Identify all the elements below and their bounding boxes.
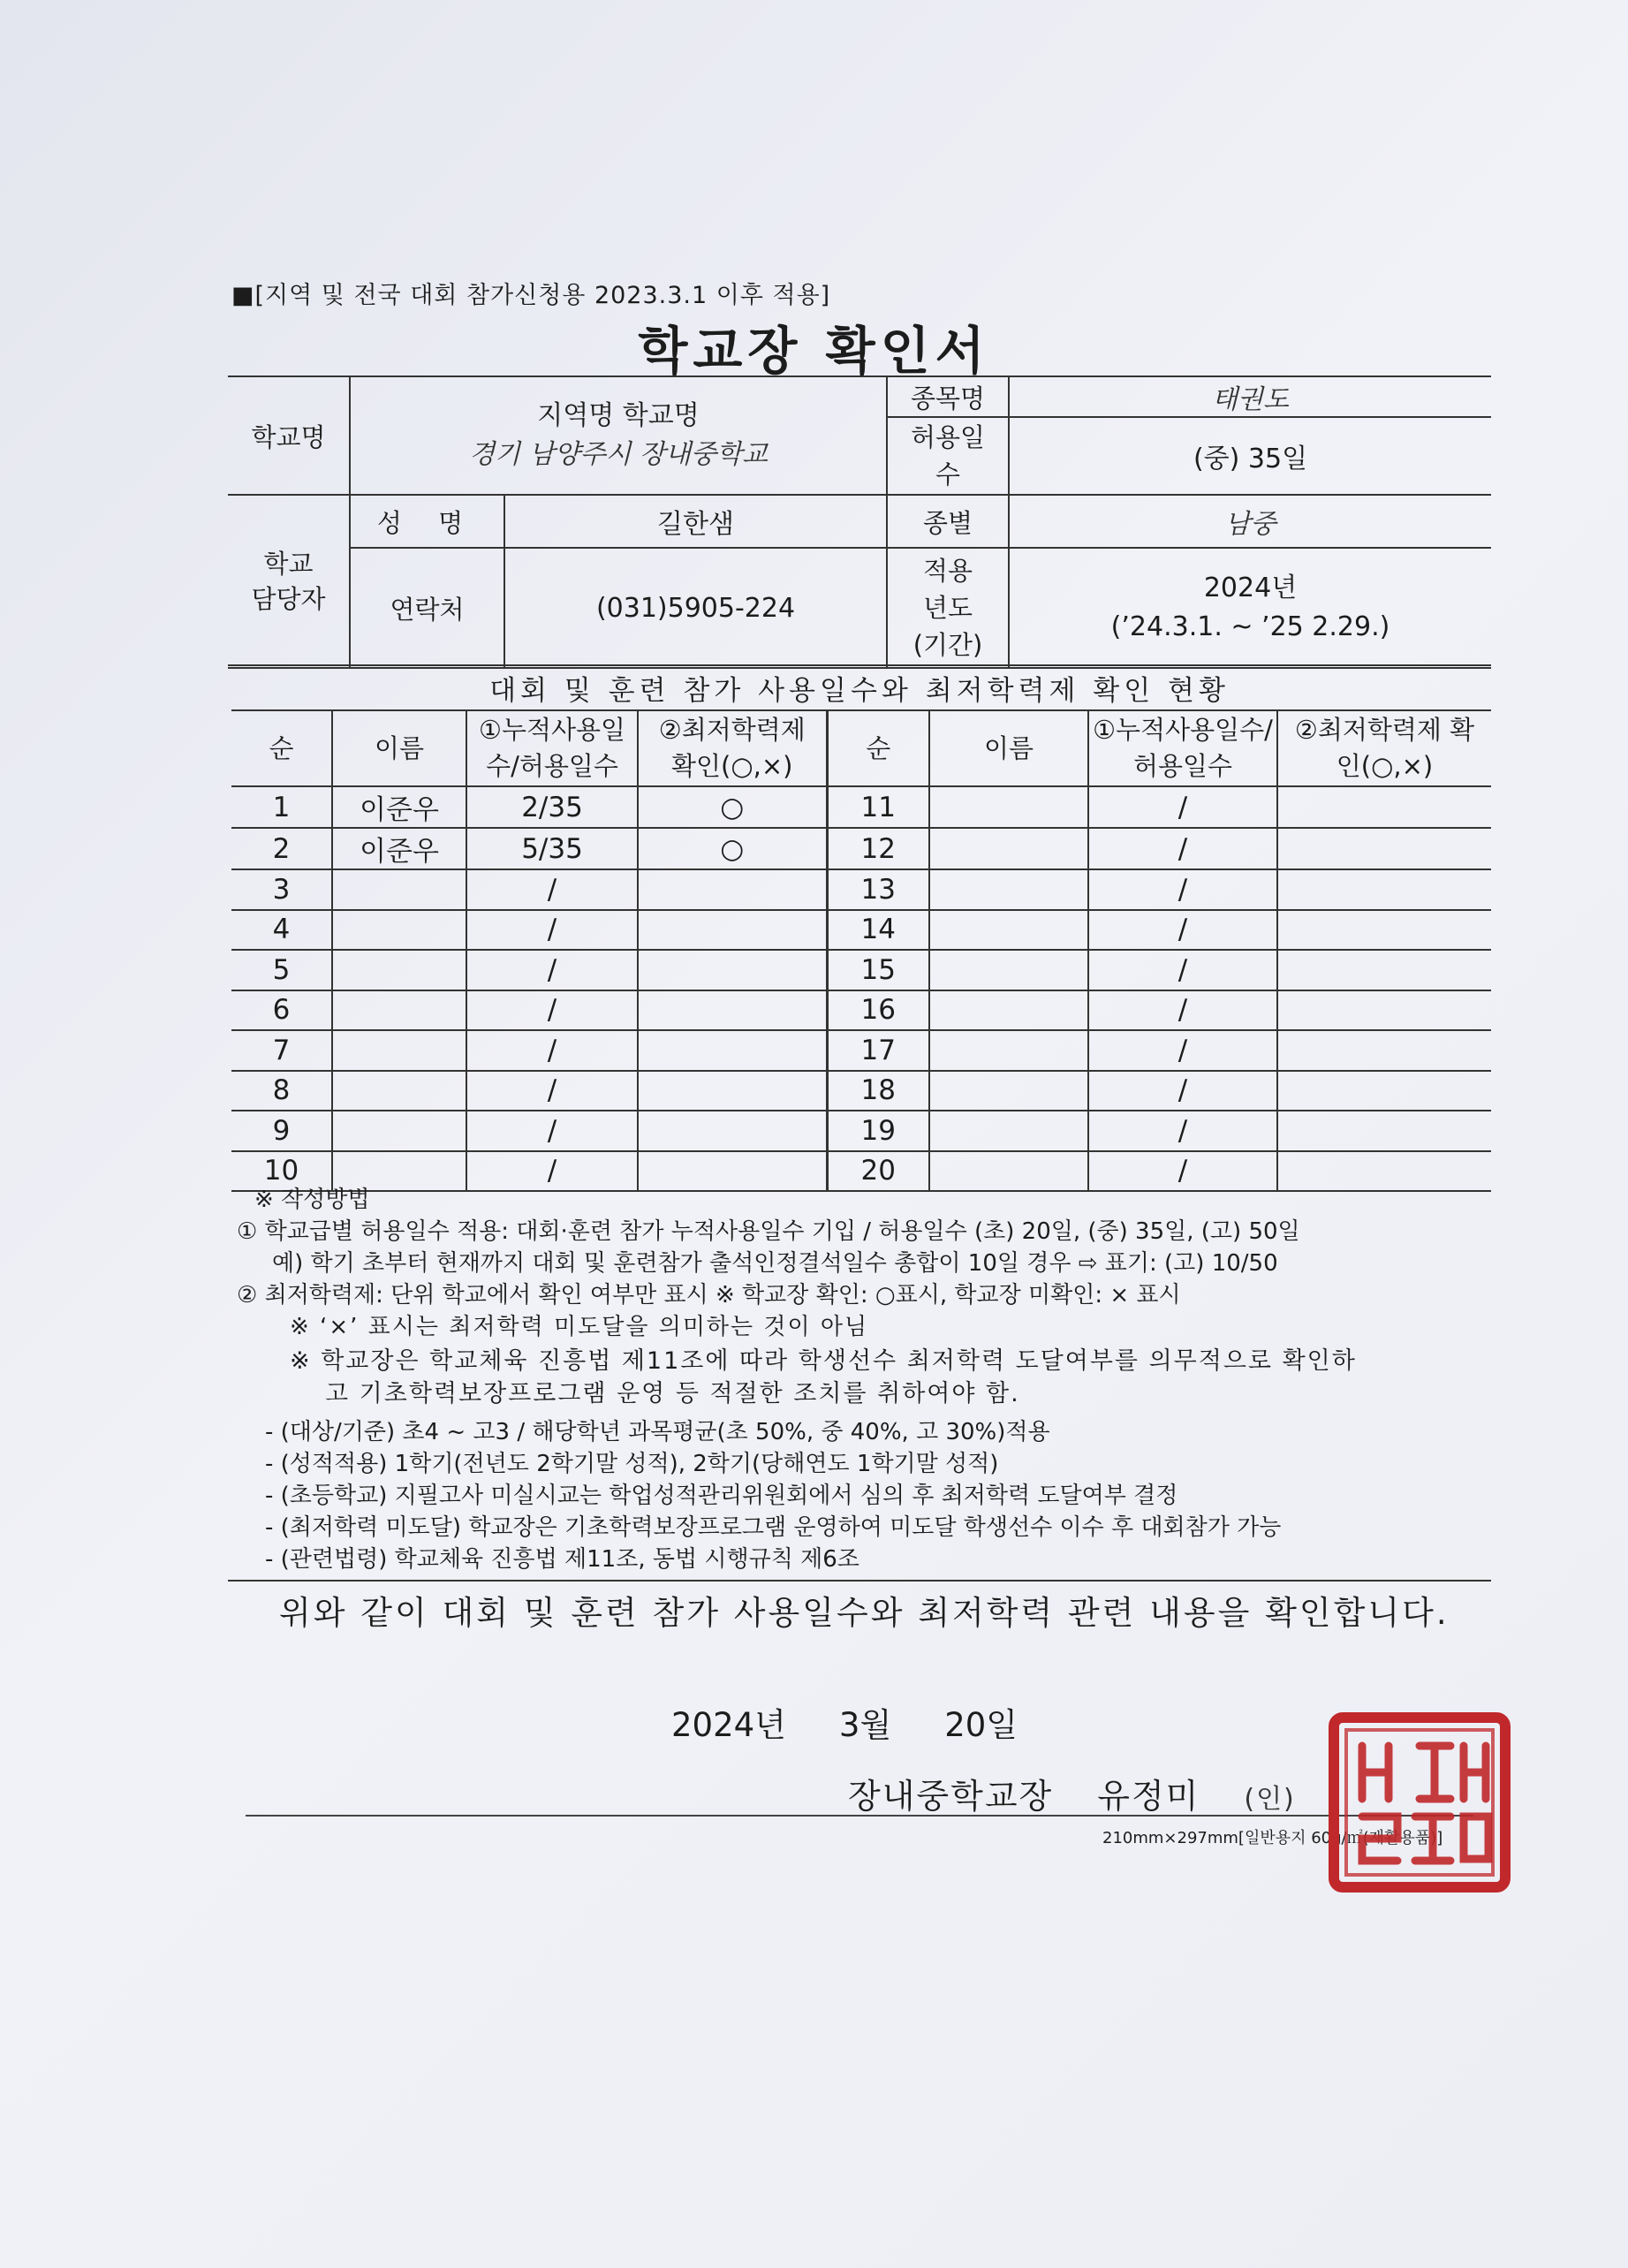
record-right-check [1277,1030,1491,1071]
region-school-value: 경기 남양주시 장내중학교 [469,439,768,470]
record-right-check [1277,910,1491,951]
record-right-no: 16 [827,990,929,1031]
record-right-no: 11 [827,786,929,828]
record-left-name [332,1030,466,1071]
signer-seal-mark: (인) [1244,1784,1296,1815]
record-right-check [1277,869,1491,910]
record-header-row [231,710,1491,786]
note-line: ※ 학교장은 학교체육 진흥법 제11조에 따라 학생선수 최저학력 도달여부를 의무적으로 확인하 [290,1347,1357,1375]
record-right-check [1277,828,1491,869]
year-label: 적용년도 (기간) [887,548,1009,668]
note-line: - (성적적용) 1학기(전년도 2학기말 성적), 2학기(당해연도 1학기말 성적) [265,1451,999,1477]
confirmation-statement: 위와 같이 대회 및 훈련 참가 사용일수와 최저학력 관련 내용을 확인합니다. [279,1594,1450,1632]
sport-value: 태권도 [1009,376,1491,417]
allowed-days-label: 허용일수 [887,417,1009,495]
note-line: ② 최저학력제: 단위 학교에서 확인 여부만 표시 ※ 학교장 확인: ○표시, 학교장 미확인: × 표시 [237,1282,1181,1308]
table-row [231,786,1491,828]
manager-name-value: 길한샘 [504,495,887,548]
record-right-days: / [1088,910,1277,951]
date-day: 20일 [944,1706,1018,1744]
header-name-right: 이름 [929,710,1088,786]
record-left-check [638,1030,827,1071]
record-left-no: 3 [231,869,332,910]
record-right-no: 19 [827,1111,929,1151]
record-left-days: / [466,1071,638,1111]
record-right-check [1277,1151,1491,1192]
record-right-name [929,1151,1088,1192]
record-right-days: / [1088,1030,1277,1071]
record-left-check [638,1071,827,1111]
note-line: - (대상/기준) 초4 ~ 고3 / 해당학년 과목평균(초 50%, 중 40%, 고 30%)적용 [265,1419,1050,1445]
record-right-no: 13 [827,869,929,910]
record-left-check: ○ [638,786,827,828]
record-right-days: / [1088,1151,1277,1192]
record-right-days: / [1088,786,1277,828]
header-no-right: 순 [827,710,929,786]
header-days-right: ①누적사용일수/허용일수 [1088,710,1277,786]
confirm-divider [228,1580,1491,1582]
record-right-days: / [1088,950,1277,990]
record-left-name [332,1071,466,1111]
period-value: (’24.3.1. ~ ’25 2.29.) [1110,611,1390,642]
record-left-name [332,910,466,951]
date-month: 3월 [838,1706,892,1744]
record-left-no: 10 [231,1151,332,1192]
note-line: - (최저학력 미도달) 학교장은 기초학력보장프로그램 운영하여 미도달 학생선수 이수 후 대회참가 가능 [265,1514,1282,1541]
gender-value: 남중 [1009,495,1491,548]
table-row [231,1111,1491,1151]
record-left-check [638,869,827,910]
record-right-name [929,910,1088,951]
note-line: ※ ‘×’ 표시는 최저학력 미도달을 의미하는 것이 아님 [290,1314,869,1340]
record-right-days: / [1088,990,1277,1031]
contact-label: 연락처 [350,548,504,668]
contact-value: (031)5905-224 [504,548,887,668]
document-header-tag: ■[지역 및 전국 대회 참가신청용 2023.3.1 이후 적용] [231,282,831,309]
year-value: 2024년 [1203,573,1298,603]
record-right-no: 15 [827,950,929,990]
record-left-days: / [466,1030,638,1071]
record-left-name [332,990,466,1031]
document-title: 학교장 확인서 [638,321,990,381]
record-table [231,709,1491,1192]
record-left-name: 이준우 [332,828,466,869]
note-line: 고 기초학력보장프로그램 운영 등 적절한 조치를 취하여야 함. [325,1380,1020,1407]
record-right-name [929,1071,1088,1111]
record-left-days: / [466,1151,638,1192]
table-row [231,950,1491,990]
region-school-header: 지역명 학교명 [537,400,700,431]
table-row [231,1071,1491,1111]
record-right-name [929,1030,1088,1071]
table-row [231,1151,1491,1192]
record-left-days: / [466,910,638,951]
note-line: ① 학교급별 허용일수 적용: 대회·훈련 참가 누적사용일수 기입 / 허용일수 (초) 20일, (중) 35일, (고) 50일 [237,1218,1300,1245]
record-left-no: 8 [231,1071,332,1111]
record-left-days: 5/35 [466,828,638,869]
bottom-divider [246,1815,1473,1817]
record-left-name [332,869,466,910]
record-left-no: 6 [231,990,332,1031]
school-seal-stamp [1327,1710,1512,1894]
record-right-days: / [1088,869,1277,910]
gender-label: 종별 [887,495,1009,548]
record-right-no: 14 [827,910,929,951]
header-name: 이름 [332,710,466,786]
note-line: ※ 작성방법 [254,1187,370,1213]
table-row [231,828,1491,869]
record-left-no: 1 [231,786,332,828]
record-right-days: / [1088,1071,1277,1111]
record-right-check [1277,786,1491,828]
signer-title: 장내중학교장 [848,1777,1054,1816]
note-line: 예) 학기 초부터 현재까지 대회 및 훈련참가 출석인정결석일수 총합이 10일 경우 ⇨ 표기: (고) 10/50 [272,1250,1278,1277]
signer [848,1769,1340,1817]
sport-label: 종목명 [887,376,1009,417]
record-right-name [929,950,1088,990]
record-right-days: / [1088,828,1277,869]
record-right-name [929,786,1088,828]
record-left-no: 5 [231,950,332,990]
record-left-days: / [466,869,638,910]
record-right-no: 12 [827,828,929,869]
record-right-days: / [1088,1111,1277,1151]
record-right-check [1277,1071,1491,1111]
record-left-days: / [466,990,638,1031]
record-right-no: 17 [827,1030,929,1071]
record-left-name [332,1111,466,1151]
record-left-check [638,910,827,951]
record-right-name [929,990,1088,1031]
table-row [231,869,1491,910]
record-left-days: 2/35 [466,786,638,828]
section-title: 대회 및 훈련 참가 사용일수와 최저학력제 확인 현황 [228,664,1491,708]
manager-label: 학교 담당자 [228,495,350,668]
name-label: 성 명 [350,495,504,548]
record-left-days: / [466,950,638,990]
record-left-name [332,950,466,990]
header-check-right: ②최저학력제 확인(○,×) [1277,710,1491,786]
record-left-check [638,990,827,1031]
record-left-no: 9 [231,1111,332,1151]
record-right-check [1277,990,1491,1031]
paper-spec: 210mm×297mm[일반용지 60g/㎡(재활용품)] [1102,1829,1443,1847]
record-left-check [638,950,827,990]
table-row [231,1030,1491,1071]
issue-date [671,1698,1071,1746]
school-label: 학교명 [228,376,350,495]
record-right-check [1277,1111,1491,1151]
header-check: ②최저학력제 확인(○,×) [638,710,827,786]
record-right-name [929,869,1088,910]
record-left-name: 이준우 [332,786,466,828]
record-left-check [638,1151,827,1192]
header-no: 순 [231,710,332,786]
record-right-name [929,1111,1088,1151]
record-left-check: ○ [638,828,827,869]
allowed-days-value: (중) 35일 [1009,417,1491,495]
note-line: - (초등학교) 지필고사 미실시교는 학업성적관리위원회에서 심의 후 최저학력 도달여부 결정 [265,1483,1178,1509]
header-days: ①누적사용일수/허용일수 [466,710,638,786]
record-left-days: / [466,1111,638,1151]
record-left-no: 2 [231,828,332,869]
record-left-no: 7 [231,1030,332,1071]
record-right-no: 20 [827,1151,929,1192]
note-line: - (관련법령) 학교체육 진흥법 제11조, 동법 시행규칙 제6조 [265,1546,859,1573]
date-year: 2024년 [671,1706,786,1744]
table-row [231,990,1491,1031]
school-info-table [228,375,1491,669]
signer-name: 유정미 [1097,1777,1200,1816]
record-right-check [1277,950,1491,990]
record-left-check [638,1111,827,1151]
record-left-no: 4 [231,910,332,951]
table-row [231,910,1491,951]
record-right-no: 18 [827,1071,929,1111]
record-right-name [929,828,1088,869]
